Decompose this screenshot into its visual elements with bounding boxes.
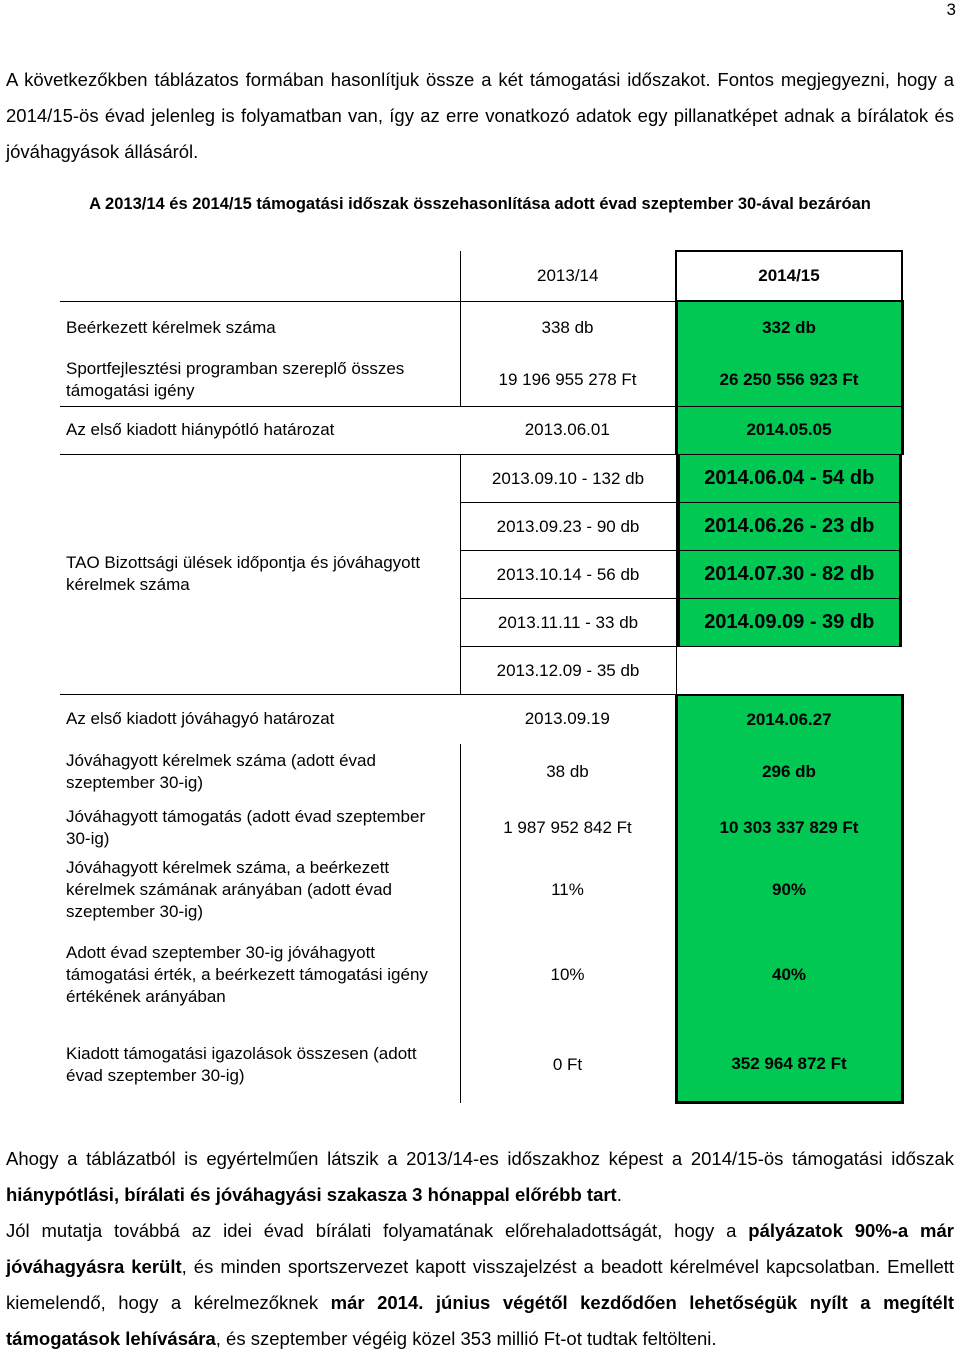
table-row (60, 1027, 902, 1103)
table-caption: A 2013/14 és 2014/15 támogatási időszak összehasonlítása adott évad szeptember 30-ával bezáróan (89, 195, 871, 213)
row-label: Jóváhagyott támogatás (adott évad szeptember 30-ig) (66, 806, 426, 848)
table-row (60, 800, 902, 856)
row-label: Adott évad szeptember 30-ig jóváhagyott támogatási érték, a beérkezett támogatási igény értékének arányában (66, 943, 428, 1006)
conclusion-emphasis: pályázatok 90%-a már jóváhagyásra került (6, 1220, 954, 1277)
value-2014: 2014.06.27 (676, 695, 902, 744)
value-2013: 338 db (460, 301, 676, 354)
meeting-item: 2014.06.26 - 23 db (677, 503, 903, 551)
value-2014: 10 303 337 829 Ft (676, 800, 902, 856)
table-row (60, 856, 902, 924)
meeting-item: 2014.07.30 - 82 db (677, 551, 903, 599)
meeting-item: 2014.09.09 - 39 db (677, 599, 903, 647)
conclusion-emphasis: már 2014. június végétől kezdődően lehetőségük nyílt a megítélt támogatások lehívására (6, 1292, 954, 1349)
intro-paragraph: A következőkben táblázatos formában hasonlítjuk össze a két támogatási időszakot. Fontos megjegyezni, hogy a 2014/15-ös évad jelenleg is folyamatban van, így az erre vonatkozó adatok egy pillanatképet adnak a bírálatok és jóváhagyások állásáról. (6, 69, 954, 162)
meeting-item: 2013.12.09 - 35 db (496, 660, 640, 680)
table-row (60, 454, 902, 695)
value-2014: 40% (676, 924, 902, 1027)
value-2014: 26 250 556 923 Ft (676, 354, 902, 406)
meeting-item: 2013.10.14 - 56 db (461, 551, 676, 599)
conclusion-text: Jól mutatja továbbá az idei évad bírálati folyamatának előrehaladottságát, hogy a (6, 1220, 749, 1241)
conclusion-emphasis: hiánypótlási, bírálati és jóváhagyási szakasza 3 hónappal előrébb tart (6, 1184, 617, 1205)
meeting-item: 2013.09.10 - 132 db (461, 455, 676, 503)
comparison-table (60, 250, 904, 1104)
page-number: 3 (946, 0, 956, 19)
value-2013: 2013.09.19 (460, 695, 676, 744)
row-label: Jóváhagyott kérelmek száma, a beérkezett kérelmek számának arányában (adott évad szeptember 30-ig) (66, 857, 393, 921)
table-row (60, 406, 902, 454)
row-label: Jóváhagyott kérelmek száma (adott évad szeptember 30-ig) (66, 750, 376, 792)
row-label: TAO Bizottsági ülések időpontja és jóváhagyott kérelmek száma (60, 454, 460, 695)
conclusion-text: Ahogy a táblázatból is egyértelműen látszik a 2013/14-es időszakhoz képest a 2014/15-ös támogatási időszak (6, 1148, 954, 1169)
conclusion-text: , és minden sportszervezet kapott visszajelzést a beadott kérelmével kapcsolatban. Emellett kiemelendő, hogy a kérelmezőknek (6, 1256, 955, 1313)
meeting-item: 2013.11.11 - 33 db (461, 599, 676, 647)
value-2014: 332 db (676, 301, 902, 354)
table-row (60, 354, 902, 406)
value-2014: 352 964 872 Ft (676, 1027, 902, 1103)
value-2013: 10% (460, 924, 676, 1027)
meeting-item-empty (677, 647, 903, 694)
table-row (60, 744, 902, 800)
table-row (60, 924, 902, 1027)
row-label: Kiadott támogatási igazolások összesen (adott évad szeptember 30-ig) (66, 1043, 417, 1085)
row-label: Beérkezett kérelmek száma (60, 301, 460, 354)
row-label: Az első kiadott hiánypótló határozat (60, 406, 460, 454)
value-2014: 90% (676, 856, 902, 924)
conclusion-text: , és szeptember végéig közel 353 millió Ft-ot tudtak feltölteni. (215, 1328, 717, 1349)
meeting-item: 2013.09.23 - 90 db (461, 503, 676, 551)
conclusion-text: . (616, 1184, 622, 1205)
value-2013: 2013.06.01 (460, 406, 676, 454)
header-2013: 2013/14 (460, 251, 676, 301)
conclusion-paragraph-2 (6, 1213, 954, 1357)
conclusion-paragraph-1 (6, 1141, 954, 1213)
value-2013: 11% (460, 856, 676, 924)
table-row (60, 301, 902, 354)
meeting-list-2014 (676, 454, 902, 695)
header-empty (60, 251, 460, 301)
value-2013: 0 Ft (460, 1027, 676, 1103)
meeting-list-2013 (460, 454, 676, 695)
value-2014: 296 db (676, 744, 902, 800)
value-2013: 19 196 955 278 Ft (460, 354, 676, 406)
table-row (60, 695, 902, 744)
row-label: Sportfejlesztési programban szereplő összes támogatási igény (66, 358, 405, 400)
value-2013: 1 987 952 842 Ft (460, 800, 676, 856)
value-2013: 38 db (460, 744, 676, 800)
header-2014: 2014/15 (676, 251, 902, 301)
value-2014: 2014.05.05 (676, 406, 902, 454)
row-label: Az első kiadott jóváhagyó határozat (60, 695, 460, 744)
table-header-row (60, 251, 902, 301)
meeting-item: 2014.06.04 - 54 db (677, 455, 903, 503)
